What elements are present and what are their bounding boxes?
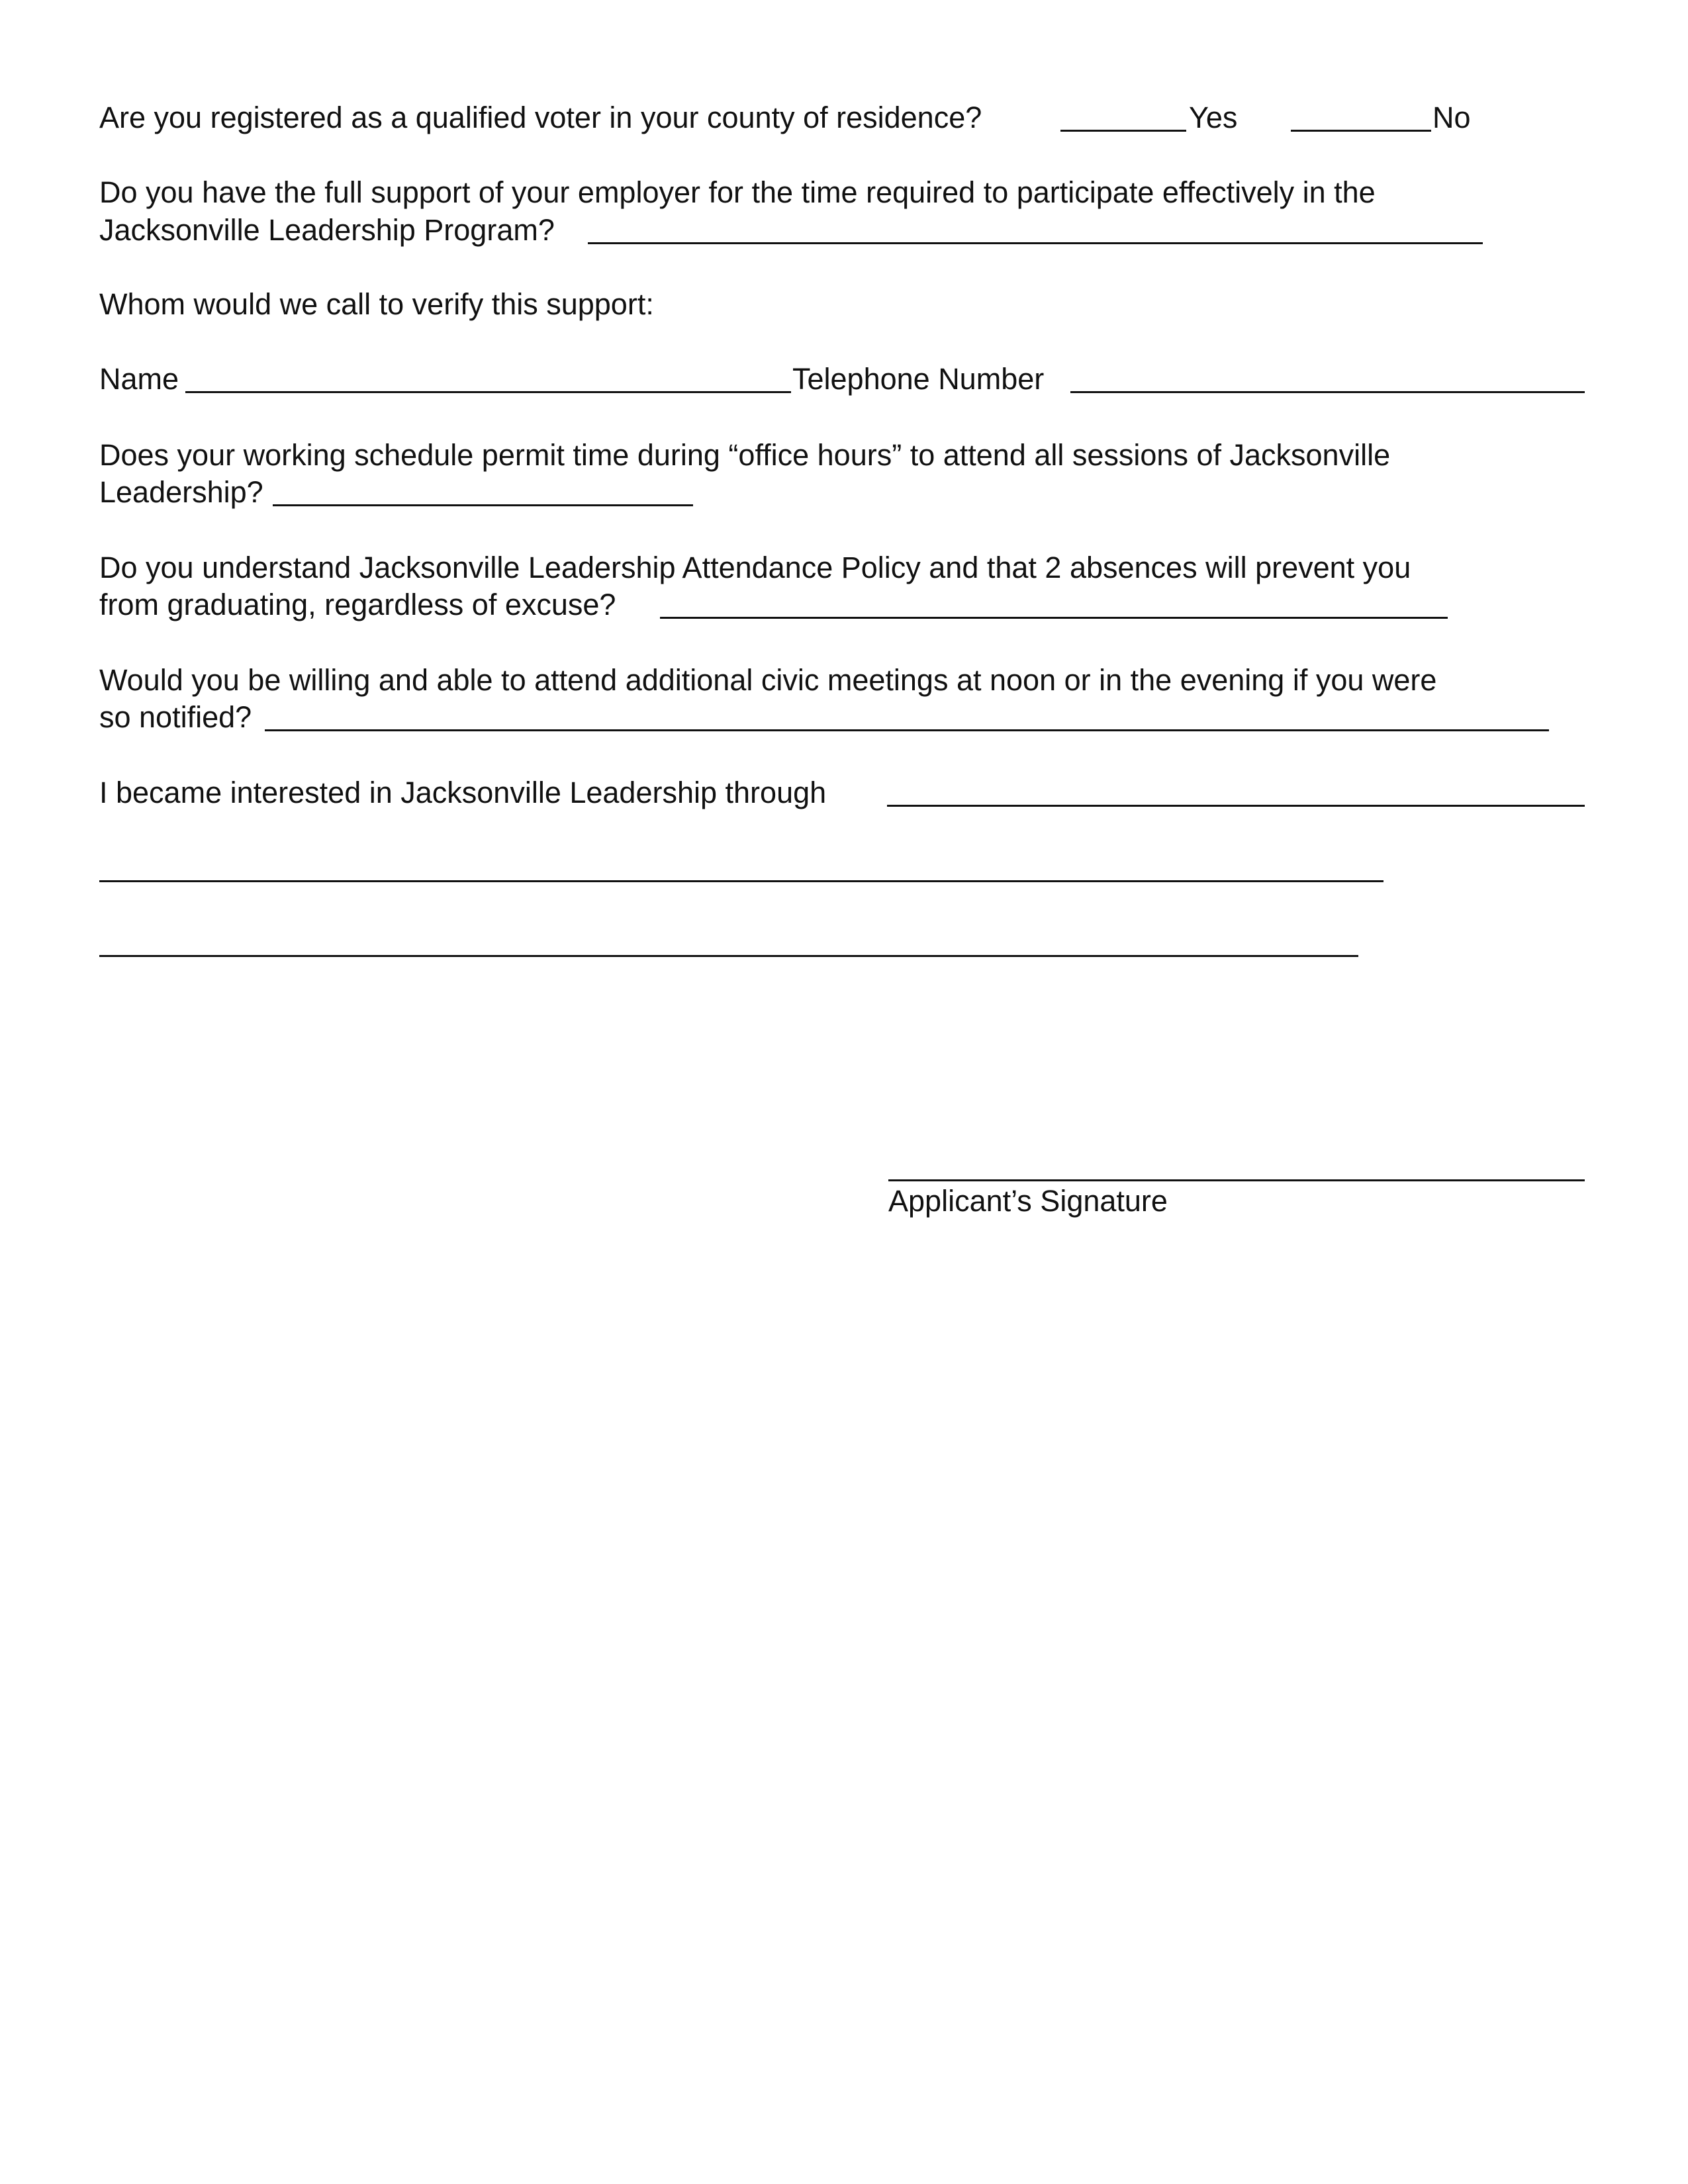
employer-question-line1: Do you have the full support of your employer for the time required to participate effectively in the — [99, 175, 1376, 209]
interest-blank-2[interactable] — [99, 880, 1383, 882]
voter-yes-label: Yes — [1189, 101, 1238, 134]
schedule-question-line1: Does your working schedule permit time during “office hours” to attend all sessions of Jacksonville — [99, 438, 1391, 472]
voter-no-blank[interactable] — [1291, 130, 1431, 132]
civic-blank[interactable] — [265, 729, 1549, 731]
schedule-blank[interactable] — [273, 504, 693, 506]
employer-support-blank[interactable] — [588, 242, 1483, 244]
attendance-question-line2: from graduating, regardless of excuse? — [99, 588, 616, 621]
civic-question-line1: Would you be willing and able to attend additional civic meetings at noon or in the evening if you were — [99, 663, 1437, 697]
name-blank[interactable] — [185, 391, 791, 393]
interest-blank-1[interactable] — [887, 805, 1585, 807]
voter-no-label: No — [1432, 101, 1471, 134]
civic-question-line2: so notified? — [99, 700, 252, 734]
signature-blank[interactable] — [888, 1179, 1585, 1181]
name-label: Name — [99, 362, 179, 396]
voter-question: Are you registered as a qualified voter in your county of residence? — [99, 101, 982, 134]
attendance-question-line1: Do you understand Jacksonville Leadership Attendance Policy and that 2 absences will prevent you — [99, 551, 1411, 584]
interest-question: I became interested in Jacksonville Leadership through — [99, 776, 827, 809]
signature-label: Applicant’s Signature — [888, 1184, 1168, 1218]
verify-question: Whom would we call to verify this support: — [99, 287, 654, 321]
employer-question-line2: Jacksonville Leadership Program? — [99, 213, 555, 247]
attendance-blank[interactable] — [660, 617, 1448, 619]
schedule-question-line2: Leadership? — [99, 475, 263, 509]
interest-blank-3[interactable] — [99, 955, 1358, 957]
voter-yes-blank[interactable] — [1060, 130, 1186, 132]
telephone-label: Telephone Number — [792, 362, 1045, 396]
telephone-blank[interactable] — [1070, 391, 1585, 393]
